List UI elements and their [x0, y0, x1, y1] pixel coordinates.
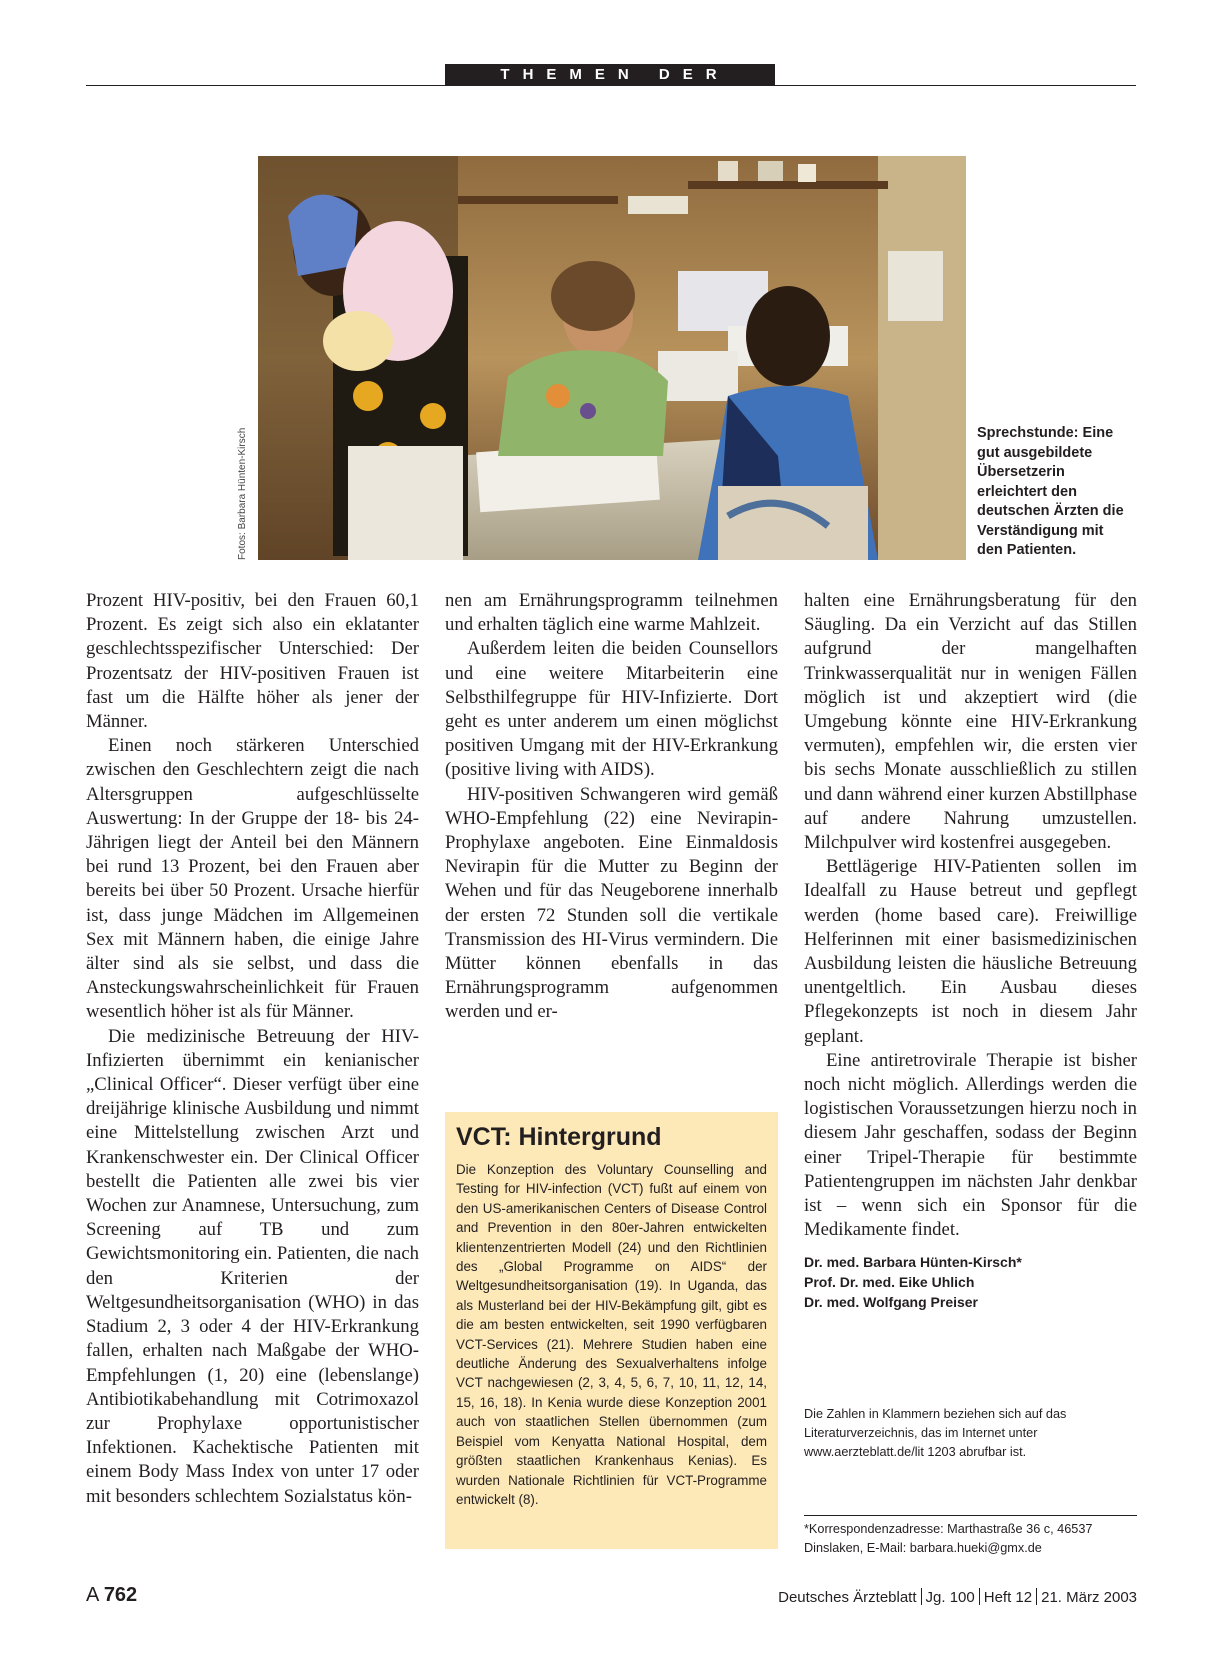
paragraph: HIV-positiven Schwangeren wird gemäß WHO-Empfehlung (22) eine Nevirapin-Prophylaxe angeboten. Eine Einmaldosis Nevirapin für die Mutter zu Beginn der Wehen und für das Neugeborene innerhalb der ersten 72 Stunden soll die vertikale Transmission des HI-Virus vermindern. Die Mütter können ebenfalls in das Ernährungsprogramm aufgenommen werden und er-: [445, 783, 778, 1023]
author-list: [804, 1252, 1137, 1312]
paragraph: Außerdem leiten die beiden Counsellors und eine weitere Mitarbeiterin eine Selbsthilfegruppe für HIV-Infizierte. Dort geht es unter anderem um einen möglichst positiven Umgang mit der HIV-Erkrankung (positive living with AIDS).: [445, 638, 778, 781]
photo-credit: Fotos: Barbara Hünten-Kirsch: [237, 427, 248, 560]
paragraph: Bettlägerige HIV-Patienten sollen im Idealfall zu Hause betreut und gepflegt werden (home based care). Freiwillige Helferinnen mit einer basismedizinischen Ausbildung leisten die häusliche Betreuung unentgeltlich. Ein Ausbau dieses Pflegekonzepts ist noch in diesem Jahr geplant.: [804, 856, 1137, 1047]
clinic-photo: [258, 156, 966, 560]
footnote-rule: [804, 1515, 1137, 1516]
journal-issue: Heft 12: [983, 1589, 1033, 1606]
correspondence-note: *Korrespondenzadresse: Marthastraße 36 c, 46537 Dinslaken, E-Mail: barbara.hueki@gmx.de: [804, 1522, 1093, 1555]
page-number: [86, 1584, 137, 1607]
photo-caption: Sprechstunde: Eine gut ausgebildete Übersetzerin erleichtert den deutschen Ärzten die Verständigung mit den Patienten.: [977, 425, 1124, 558]
author: Dr. med. Barbara Hünten-Kirsch*: [804, 1254, 1022, 1271]
paragraph: Prozent HIV-positiv, bei den Frauen 60,1 Prozent. Es zeigt sich also ein eklatanter geschlechtsspezifischer Unterschied: Der Prozentsatz der HIV-positiven Frauen ist fast um die Hälfte höher als jener der Männer.: [86, 590, 419, 733]
journal-date: 21. März 2003: [1041, 1589, 1137, 1606]
page-prefix: A: [86, 1584, 99, 1606]
separator: [979, 1588, 980, 1605]
column-2: [445, 589, 778, 1025]
journal-volume: Jg. 100: [925, 1589, 975, 1606]
paragraph: Einen noch stärkeren Unterschied zwischen den Geschlechtern zeigt die nach Altersgruppen aufgeschlüsselte Auswertung: In der Gruppe der 18- bis 24-Jährigen liegt der Anteil bei den Männern bei rund 13 Prozent, bei den Frauen aber bereits bei über 50 Prozent. Ursache hierfür ist, dass junge Mädchen im Allgemeinen Sex mit Männern haben, die einige Jahre älter sind als sie selbst, und dass die Ansteckungswahrscheinlichkeit für Frauen wesentlich höher ist als für Männer.: [86, 735, 419, 1023]
author: Prof. Dr. med. Eike Uhlich: [804, 1274, 975, 1291]
author: Dr. med. Wolfgang Preiser: [804, 1294, 979, 1311]
journal-footer: [778, 1588, 1137, 1606]
section-tag: THEMEN DER ZEIT: [445, 64, 775, 85]
journal-name: Deutsches Ärzteblatt: [778, 1589, 917, 1606]
separator: [921, 1588, 922, 1605]
reference-note: Die Zahlen in Klammern beziehen sich auf das Literaturverzeichnis, das im Internet unter www.aerzteblatt.de/lit 1203 abrufbar ist.: [804, 1407, 1067, 1459]
paragraph: Die medizinische Betreuung der HIV-Infizierten übernimmt ein kenianischer „Clinical Officer“. Dieser verfügt über eine dreijährige klinische Ausbildung und nimmt eine Mittelstellung zwischen Arzt und Krankenschwester ein. Der Clinical Officer bestellt die Patienten alle zwei bis vier Wochen zur Anamnese, Untersuchung, zum Screening auf TB und zum Gewichtsmonitoring ein. Patienten, die nach den Kriterien der Weltgesundheitsorganisation (WHO) in das Stadium 2, 3 oder 4 der HIV-Erkrankung fallen, erhalten nach Maßgabe der WHO-Empfehlungen (1, 20) eine (lebenslange) Antibiotikabehandlung mit Cotrimoxazol zur Prophylaxe opportunistischer Infektionen. Kachektische Patienten mit einem Body Mass Index von unter 17 oder mit besonders schlechtem Sozialstatus kön-: [86, 1025, 419, 1507]
info-box: [445, 1112, 778, 1549]
paragraph: Eine antiretrovirale Therapie ist bisher noch nicht möglich. Allerdings werden die logistischen Voraussetzungen hierzu noch in diesem Jahr geschaffen, sodass der Beginn einer Tripel-Therapie für bestimmte Patientengruppen im nächsten Jahr denkbar ist – wenn sich ein Sponsor für die Medikamente findet.: [804, 1049, 1137, 1241]
column-1: [86, 589, 419, 1509]
paragraph: nen am Ernährungsprogramm teilnehmen und erhalten täglich eine warme Mahlzeit.: [445, 590, 778, 636]
info-box-title: VCT: Hintergrund: [456, 1123, 662, 1151]
page-number-value: 762: [103, 1584, 138, 1606]
paragraph: halten eine Ernährungsberatung für den Säugling. Da ein Verzicht auf das Stillen aufgrund der mangelhaften Trinkwasserqualität nur in wenigen Fällen möglich ist und akzeptiert wird (die Umgebung könnte eine HIV-Erkrankung vermuten), empfehlen wir, die ersten vier bis sechs Monate ausschließlich zu stillen und dann während einer kurzen Abstillphase auf andere Nahrung umzustellen. Milchpulver wird kostenfrei ausgegeben.: [804, 590, 1137, 854]
column-3: [804, 589, 1137, 1312]
separator: [1036, 1588, 1037, 1605]
info-box-text: Die Konzeption des Voluntary Counselling and Testing for HIV-infection (VCT) fußt auf einem von den US-amerikanischen Centers of Disease Control and Prevention in den 80er-Jahren entwickelten klientenzentrierten Modell (24) und den Richtlinien des „Global Programme on AIDS“ der Weltgesundheitsorganisation (19). In Uganda, das als Musterland bei der HIV-Bekämpfung gilt, gibt es die am besten entwickelten, seit 1990 verfügbaren VCT-Services (21). Mehrere Studien haben eine deutliche Änderung des Sexualverhaltens infolge VCT nachgewiesen (2, 3, 4, 5, 6, 7, 10, 11, 12, 14, 15, 16, 18). In Kenia wurde diese Konzeption 2001 auch von staatlichen Stellen übernommen (zum Beispiel vom Kenyatta National Hospital, dem größten staatlichen Krankenhaus Kenias). Es wurden Nationale Richtlinien für VCT-Programme entwickelt (8).: [456, 1162, 767, 1507]
